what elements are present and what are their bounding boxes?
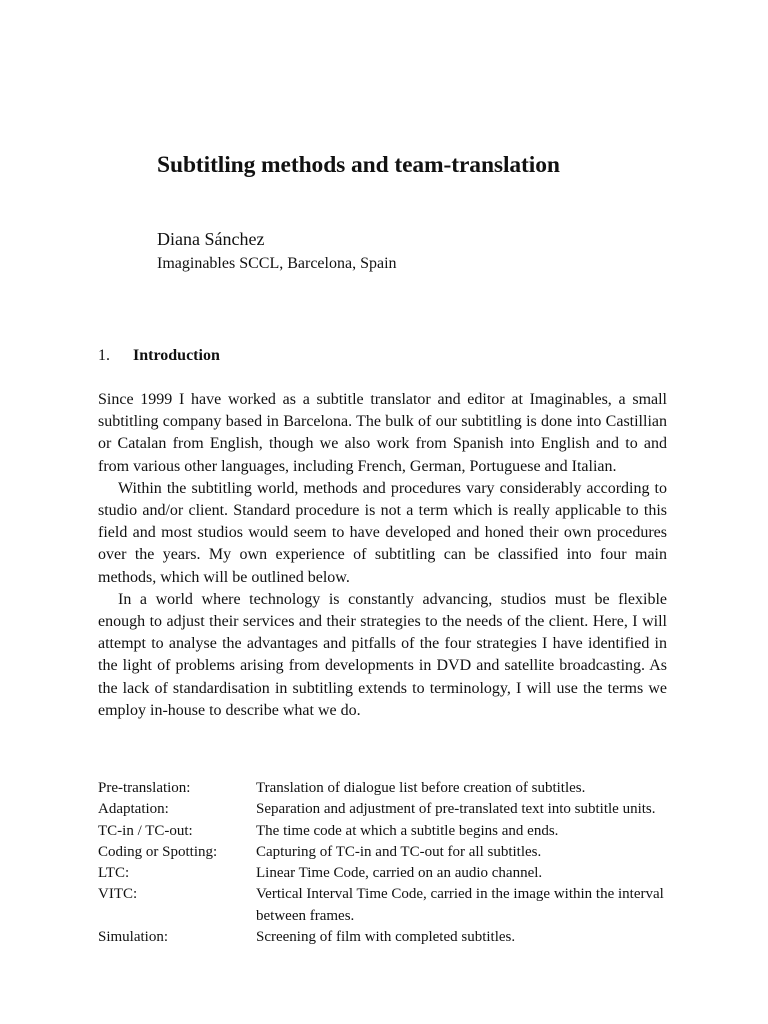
- glossary-term: Coding or Spotting:: [98, 843, 218, 860]
- section-title: Introduction: [133, 347, 220, 364]
- glossary-row: [98, 799, 668, 820]
- glossary-term: VITC:: [98, 886, 138, 903]
- author-affiliation: Imaginables SCCL, Barcelona, Spain: [157, 255, 397, 272]
- glossary-row: [98, 884, 668, 927]
- glossary-definition: Linear Time Code, carried on an audio channel.: [256, 865, 543, 882]
- glossary-term: Simulation:: [98, 929, 169, 946]
- glossary-term: TC-in / TC-out:: [98, 822, 193, 839]
- paragraph-1: Since 1999 I have worked as a subtitle translator and editor at Imaginables, a small subtitling company based in Barcelona. The bulk of our subtitling is done into Castillian or Catalan from English, though we also work from Spanish into English and to and from various other languages, including French, German, Portuguese and Italian.: [98, 391, 667, 475]
- glossary-term: LTC:: [98, 865, 130, 882]
- glossary-row: [98, 927, 668, 948]
- glossary-row: [98, 863, 668, 884]
- glossary-row: [98, 778, 668, 799]
- section-number: 1.: [98, 347, 110, 364]
- glossary-definition: Capturing of TC-in and TC-out for all subtitles.: [256, 843, 542, 860]
- paragraph-3: In a world where technology is constantly advancing, studios must be flexible enough to adjust their services and their strategies to the needs of the client. Here, I will attempt to analyse the advantages and pitfalls of the four strategies I have identified in the light of problems arising from developments in DVD and satellite broadcasting. As the lack of standardisation in subtitling extends to terminology, I will use the terms we employ in-house to describe what we do.: [98, 590, 667, 719]
- page-title: Subtitling methods and team-translation: [157, 152, 560, 178]
- glossary-definition: Vertical Interval Time Code, carried in the image within the interval between frames.: [256, 886, 664, 924]
- glossary-definition: Screening of film with completed subtitles.: [256, 929, 516, 946]
- glossary-definition: The time code at which a subtitle begins and ends.: [256, 822, 559, 839]
- glossary-definition: Separation and adjustment of pre-translated text into subtitle units.: [256, 801, 656, 818]
- glossary-term: Adaptation:: [98, 801, 169, 818]
- glossary-definition: Translation of dialogue list before creation of subtitles.: [256, 780, 586, 796]
- glossary-row: [98, 821, 668, 842]
- author-name: Diana Sánchez: [157, 229, 265, 249]
- glossary-term: Pre-translation:: [98, 780, 191, 796]
- glossary-list: [98, 778, 668, 948]
- glossary-row: [98, 842, 668, 863]
- section-heading: [98, 347, 220, 365]
- paragraph-2: Within the subtitling world, methods and procedures vary considerably according to studio and/or client. Standard procedure is not a term which is really applicable to this field and most studios would seem to have developed and honed their own procedures over the years. My own experience of subtitling can be classified into four main methods, which will be outlined below.: [98, 479, 667, 586]
- body-text: [98, 389, 667, 722]
